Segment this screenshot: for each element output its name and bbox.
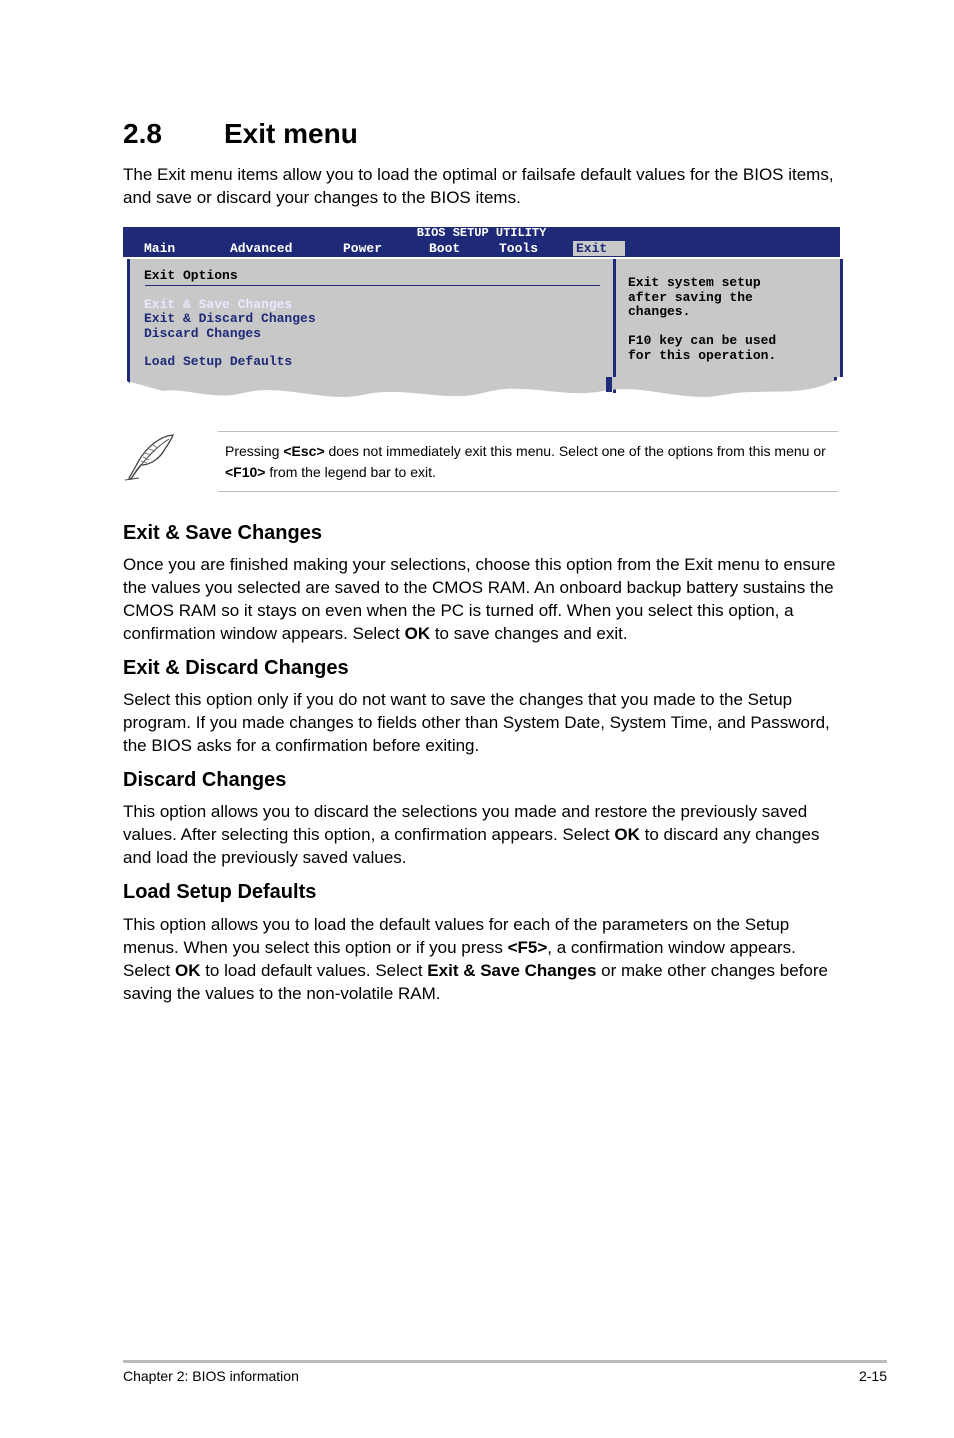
- bios-panel-heading: Exit Options: [144, 268, 238, 283]
- bios-panel: [127, 259, 843, 377]
- section-number: 2.8: [123, 118, 162, 149]
- section-title: [123, 118, 358, 150]
- bios-panel-divider: [613, 259, 616, 393]
- paragraph-exit-save: Once you are finished making your selections, choose this option from the Exit menu to ensure the values you selected are saved to the CMOS RAM. An onboard backup battery sustains the CMOS RAM so it stays on even when the PC is turned off. When you select this option, a confirmation window appears. Select OK to save changes and exit.: [123, 555, 836, 643]
- bios-menu-exit[interactable]: Exit: [573, 241, 625, 256]
- bios-menu-main[interactable]: Main: [144, 241, 176, 256]
- heading-load-defaults: Load Setup Defaults: [123, 881, 317, 903]
- footer-page-number: 2-15: [858, 1368, 887, 1384]
- bios-title: BIOS SETUP UTILITY: [416, 226, 547, 240]
- heading-exit-discard: Exit & Discard Changes: [123, 657, 349, 679]
- intro-paragraph: The Exit menu items allow you to load the optimal or failsafe default values for the BIOS items, and save or discard your changes to the BIOS items.: [123, 165, 834, 207]
- note-text: Pressing <Esc> does not immediately exit this menu. Select one of the options from this menu or <F10> from the legend bar to exit.: [225, 443, 826, 480]
- bios-option-exit-discard[interactable]: Exit & Discard Changes: [144, 311, 316, 326]
- heading-exit-save: Exit & Save Changes: [123, 522, 322, 544]
- bios-help-text: Exit system setup after saving the changes. F10 key can be used for this operation.: [628, 275, 777, 363]
- paragraph-load-defaults: This option allows you to load the default values for each of the parameters on the Setup menus. When you select this option or if you press <F5>, a confirmation window appears. Select OK to load default values. Select Exit & Save Changes or make other changes before saving the values to the non-volatile RAM.: [123, 915, 828, 1003]
- bios-option-discard[interactable]: Discard Changes: [144, 326, 262, 341]
- footer-rule: [123, 1360, 887, 1363]
- bios-menu-boot[interactable]: Boot: [429, 241, 461, 256]
- bios-option-exit-save[interactable]: Exit & Save Changes: [144, 297, 293, 312]
- note-bottom-rule: [218, 491, 838, 492]
- bios-option-load-defaults[interactable]: Load Setup Defaults: [144, 354, 293, 369]
- bios-menu-advanced[interactable]: Advanced: [230, 241, 293, 256]
- paragraph-discard: This option allows you to discard the selections you made and restore the previously saved values. After selecting this option, a confirmation appears. Select OK to discard any changes and load the previously saved values.: [123, 802, 820, 867]
- footer-chapter: Chapter 2: BIOS information: [123, 1368, 299, 1384]
- bios-panel-rule: [145, 285, 600, 286]
- bios-torn-edge: [123, 377, 840, 407]
- bios-screenshot: [123, 227, 840, 407]
- section-title-text: Exit menu: [224, 118, 358, 149]
- heading-discard: Discard Changes: [123, 769, 287, 791]
- bios-menu-tools[interactable]: Tools: [499, 241, 539, 256]
- note-top-rule: [218, 431, 838, 432]
- bios-top-bar: [123, 227, 840, 257]
- bios-menu-power[interactable]: Power: [343, 241, 383, 256]
- quill-pen-icon: [123, 432, 177, 482]
- paragraph-exit-discard: Select this option only if you do not want to save the changes that you made to the Setup program. If you made changes to fields other than System Date, System Time, and Password, the BIOS asks for a confirmation before exiting.: [123, 690, 830, 755]
